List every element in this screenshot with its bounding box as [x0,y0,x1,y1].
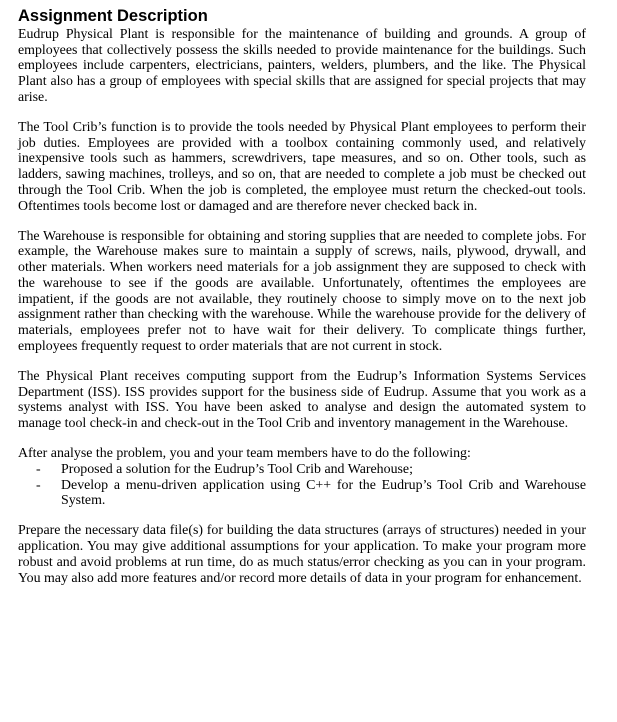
list-item [18,478,586,509]
paragraph-tool-crib: The Tool Crib’s function is to provide the tools needed by Physical Plant employees to perform their job duties. Employees are provided with a toolbox containing commonly used, and relatively inexpensive tools such as hammers, screwdrivers, tape measures, and so on. Other tools, such as ladders, sawing machines, trolleys, and so on, that are needed to complete a job must be checked out through the Tool Crib. When the job is completed, the employee must return the checked-out tools. Oftentimes tools become lost or damaged and are therefore never checked back in. [18,120,586,214]
list-intro: After analyse the problem, you and your team members have to do the following: [18,446,471,462]
list-item-text: Proposed a solution for the Eudrup’s Tool Crib and Warehouse; [61,461,413,477]
paragraph-physical-plant: Eudrup Physical Plant is responsible for the maintenance of building and grounds. A group of employees that collectively possess the skills needed to provide maintenance for the buildings. Such employees include carpenters, electricians, painters, welders, plumbers, and the like. The Physical Plant also has a group of employees with special skills that are assigned for special projects that may arise. [18,27,586,105]
dash-bullet-icon: - [36,461,41,477]
list-item-text: Develop a menu-driven application using C++ for the Eudrup’s Tool Crib and Warehouse System. [61,477,586,509]
document-page [18,6,586,586]
list-item [18,462,586,478]
document-heading: Assignment Description [18,7,208,25]
paragraph-closing: Prepare the necessary data file(s) for building the data structures (arrays of structures) needed in your application. You may give additional assumptions for your application. To make your program more robust and avoid problems at run time, do as much status/error checking as you can in your program. You may also add more features and/or record more details of data in your program for enhancement. [18,523,586,586]
task-list [18,462,586,509]
paragraph-iss: The Physical Plant receives computing support from the Eudrup’s Information Systems Services Department (ISS). ISS provides support for the business side of Eudrup. Assume that you work as a systems analyst with ISS. You have been asked to analyse and design the automated system to manage tool check-in and check-out in the Tool Crib and inventory management in the Warehouse. [18,368,586,431]
dash-bullet-icon: - [36,477,41,493]
paragraph-warehouse: The Warehouse is responsible for obtaining and storing supplies that are needed to complete jobs. For example, the Warehouse makes sure to maintain a supply of screws, nails, plywood, drywall, and other materials. When workers need materials for a job assignment they are supposed to check with the warehouse to see if the goods are available. Unfortunately, oftentimes the employees are impatient, if the goods are not available, they routinely choose to simply move on to the next job assignment rather than checking with the warehouse. While the warehouse provide for the delivery of materials, employees prefer not to have wait for their delivery. To complicate things further, employees frequently request to order materials that are not current in stock. [18,228,586,354]
task-list-block [18,446,586,509]
